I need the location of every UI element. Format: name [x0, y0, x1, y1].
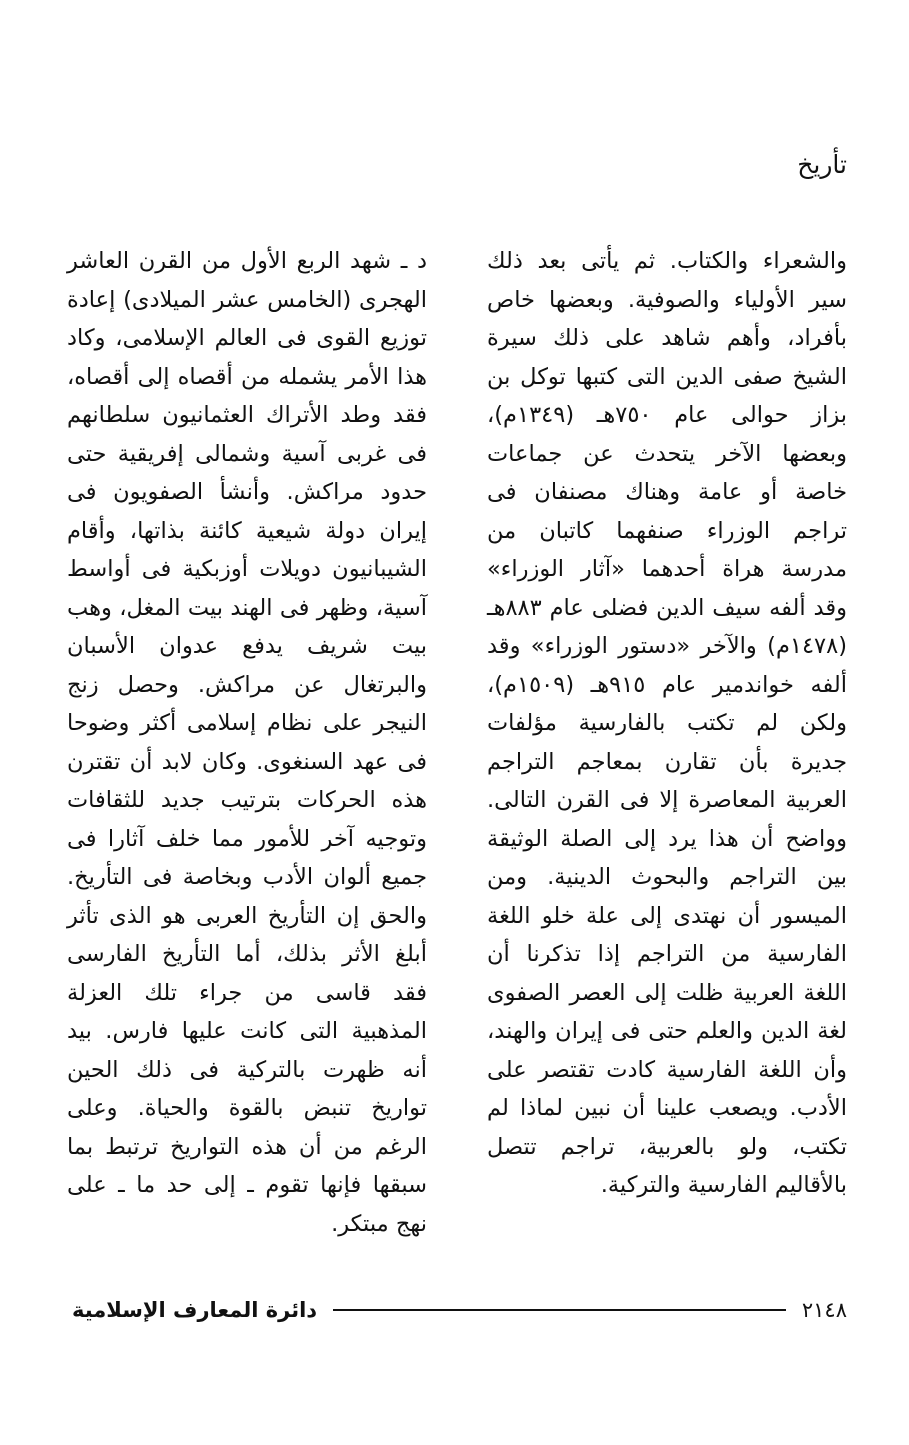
footer-divider [333, 1309, 786, 1311]
page-number: ٢١٤٨ [801, 1298, 847, 1322]
text-column-right [487, 242, 847, 1205]
publication-title: دائرة المعارف الإسلامية [72, 1298, 318, 1322]
text-column-left [67, 242, 427, 1243]
paragraph-biographies: والشعراء والكتاب. ثم يأتى بعد ذلك سير الأولياء والصوفية. وبعضها خاص بأفراد، وأهم شاهد على ذلك سيرة الشيخ صفى الدين التى كتبها توكل بن بزاز حوالى عام ٧٥٠هـ (١٣٤٩م)، وبعضها الآخر يتحدث عن جماعات خاصة أو عامة وهناك مصنفان فى تراجم الوزراء صنفهما كاتبان من مدرسة هراة أحدهما «آثار الوزراء» وقد ألفه سيف الدين فضلى عام ٨٨٣هـ (١٤٧٨م) والآخر «دستور الوزراء» وقد ألفه خواندمير عام ٩١٥هـ (١٥٠٩م)، ولكن لم تكتب بالفارسية مؤلفات جديرة بأن تقارن بمعاجم التراجم العربية المعاصرة إلا فى القرن التالى. وواضح أن هذا يرد إلى الصلة الوثيقة بين التراجم والبحوث الدينية. ومن الميسور أن نهتدى إلى علة خلو اللغة الفارسية من التراجم إذا تذكرنا أن اللغة العربية ظلت إلى العصر الصفوى لغة الدين والعلم حتى فى إيران والهند، وأن اللغة الفارسية كادت تقتصر على الأدب. ويصعب علينا أن نبين لماذا لم تكتب، ولو بالعربية، تراجم تتصل بالأقاليم الفارسية والتركية. [487, 248, 848, 1198]
running-header-title: تأريخ [797, 150, 847, 179]
page-footer [72, 1292, 847, 1328]
paragraph-section-d: د ـ شهد الربع الأول من القرن العاشر الهجرى (الخامس عشر الميلادى) إعادة توزيع القوى فى العالم الإسلامى، وكاد هذا الأمر يشمله من أقصاه إلى أقصاه، فقد وطد الأتراك العثمانيون سلطانهم فى غربى آسية وشمالى إفريقية حتى حدود مراكش. وأنشأ الصفويون فى إيران دولة شيعية كائنة بذاتها، وأقام الشيبانيون دويلات أوزبكية فى أواسط آسية، وظهر فى الهند بيت المغل، وهب بيت شريف يدفع عدوان الأسبان والبرتغال عن مراكش. وحصل زنج النيجر على نظام إسلامى أكثر وضوحا فى عهد السنغوى. وكان لابد أن تقترن هذه الحركات بترتيب جديد للثقافات وتوجيه آخر للأمور مما خلف آثارا فى جميع ألوان الأدب وبخاصة فى التأريخ. والحق إن التأريخ العربى هو الذى تأثر أبلغ الأثر بذلك، أما التأريخ الفارسى فقد قاسى من جراء تلك العزلة المذهبية التى كانت عليها فارس. بيد أنه ظهرت بالتركية فى ذلك الحين تواريخ تنبض بالقوة والحياة. وعلى الرغم من أن هذه التواريخ ترتبط بما سبقها فإنها تقوم ـ إلى حد ما ـ على نهج مبتكر. [67, 248, 427, 1237]
